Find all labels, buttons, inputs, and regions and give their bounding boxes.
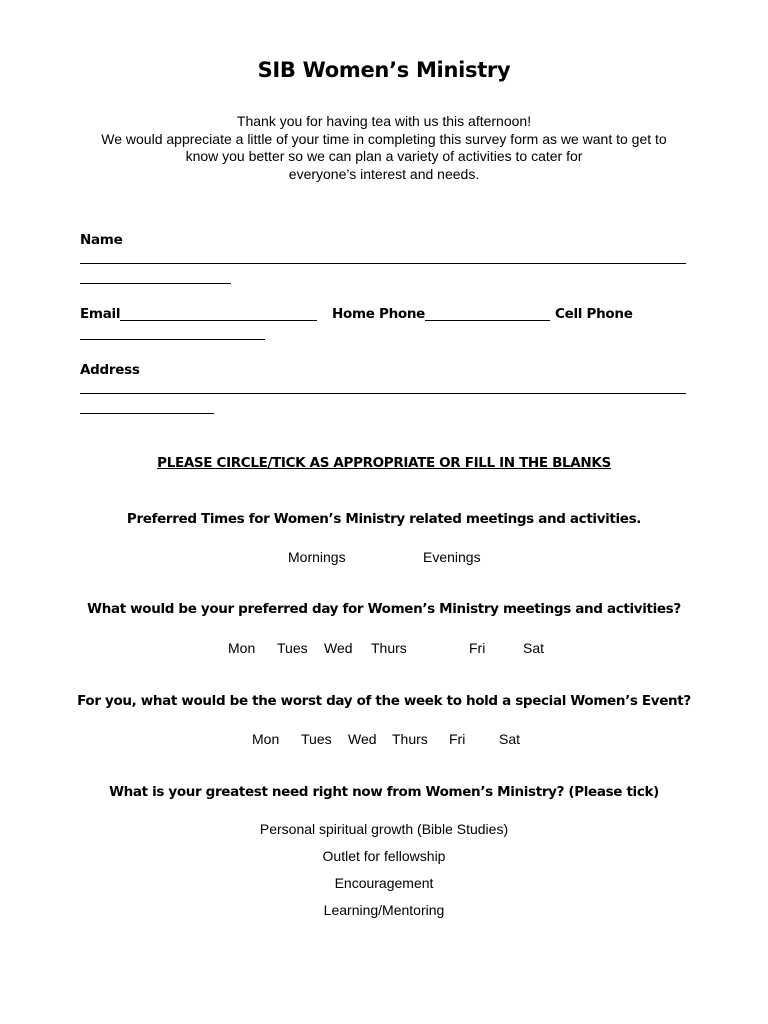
home-phone-label: Home Phone — [332, 306, 426, 322]
need-option-mentoring[interactable]: Learning/Mentoring — [323, 902, 445, 918]
home-phone-field[interactable] — [425, 320, 550, 321]
worst-day-sat[interactable]: Sat — [499, 731, 521, 747]
worst-day-mon[interactable]: Mon — [252, 731, 280, 747]
intro-line-2: We would appreciate a little of your time in completing this survey form as we want to get to — [101, 131, 667, 147]
address-label: Address — [80, 362, 140, 378]
name-field-continued[interactable] — [80, 283, 231, 284]
preferred-day-thurs[interactable]: Thurs — [371, 640, 407, 656]
instructions-heading: PLEASE CIRCLE/TICK AS APPROPRIATE OR FILL IN THE BLANKS — [157, 455, 611, 471]
question-preferred-day: What would be your preferred day for Women’s Ministry meetings and activities? — [87, 601, 681, 617]
preferred-day-sat[interactable]: Sat — [523, 640, 545, 656]
address-field-continued[interactable] — [80, 413, 214, 414]
worst-day-thurs[interactable]: Thurs — [392, 731, 428, 747]
worst-day-wed[interactable]: Wed — [348, 731, 377, 747]
address-field[interactable] — [80, 393, 686, 394]
question-preferred-times: Preferred Times for Women’s Ministry related meetings and activities. — [126, 511, 642, 527]
need-option-fellowship[interactable]: Outlet for fellowship — [322, 848, 446, 864]
preferred-day-tues[interactable]: Tues — [277, 640, 308, 656]
name-field[interactable] — [80, 263, 686, 264]
worst-day-tues[interactable]: Tues — [301, 731, 332, 747]
intro-line-4: everyone’s interest and needs. — [288, 166, 480, 182]
cell-phone-field[interactable] — [80, 339, 265, 340]
email-label: Email — [80, 306, 121, 322]
intro-line-3: know you better so we can plan a variety of activities to cater for — [185, 148, 583, 164]
need-option-spiritual-growth[interactable]: Personal spiritual growth (Bible Studies) — [259, 821, 509, 837]
question-greatest-need: What is your greatest need right now from Women’s Ministry? (Please tick) — [109, 784, 659, 800]
option-mornings[interactable]: Mornings — [288, 549, 346, 565]
cell-phone-label: Cell Phone — [555, 306, 633, 322]
intro-line-1: Thank you for having tea with us this afternoon! — [236, 113, 532, 129]
name-label: Name — [80, 232, 123, 248]
page-title: SIB Women’s Ministry — [257, 58, 511, 82]
preferred-day-mon[interactable]: Mon — [228, 640, 256, 656]
email-field[interactable] — [120, 320, 317, 321]
question-worst-day: For you, what would be the worst day of the week to hold a special Women’s Event? — [77, 693, 691, 709]
worst-day-fri[interactable]: Fri — [449, 731, 466, 747]
option-evenings[interactable]: Evenings — [423, 549, 481, 565]
need-option-encouragement[interactable]: Encouragement — [334, 875, 434, 891]
preferred-day-wed[interactable]: Wed — [324, 640, 353, 656]
preferred-day-fri[interactable]: Fri — [469, 640, 486, 656]
